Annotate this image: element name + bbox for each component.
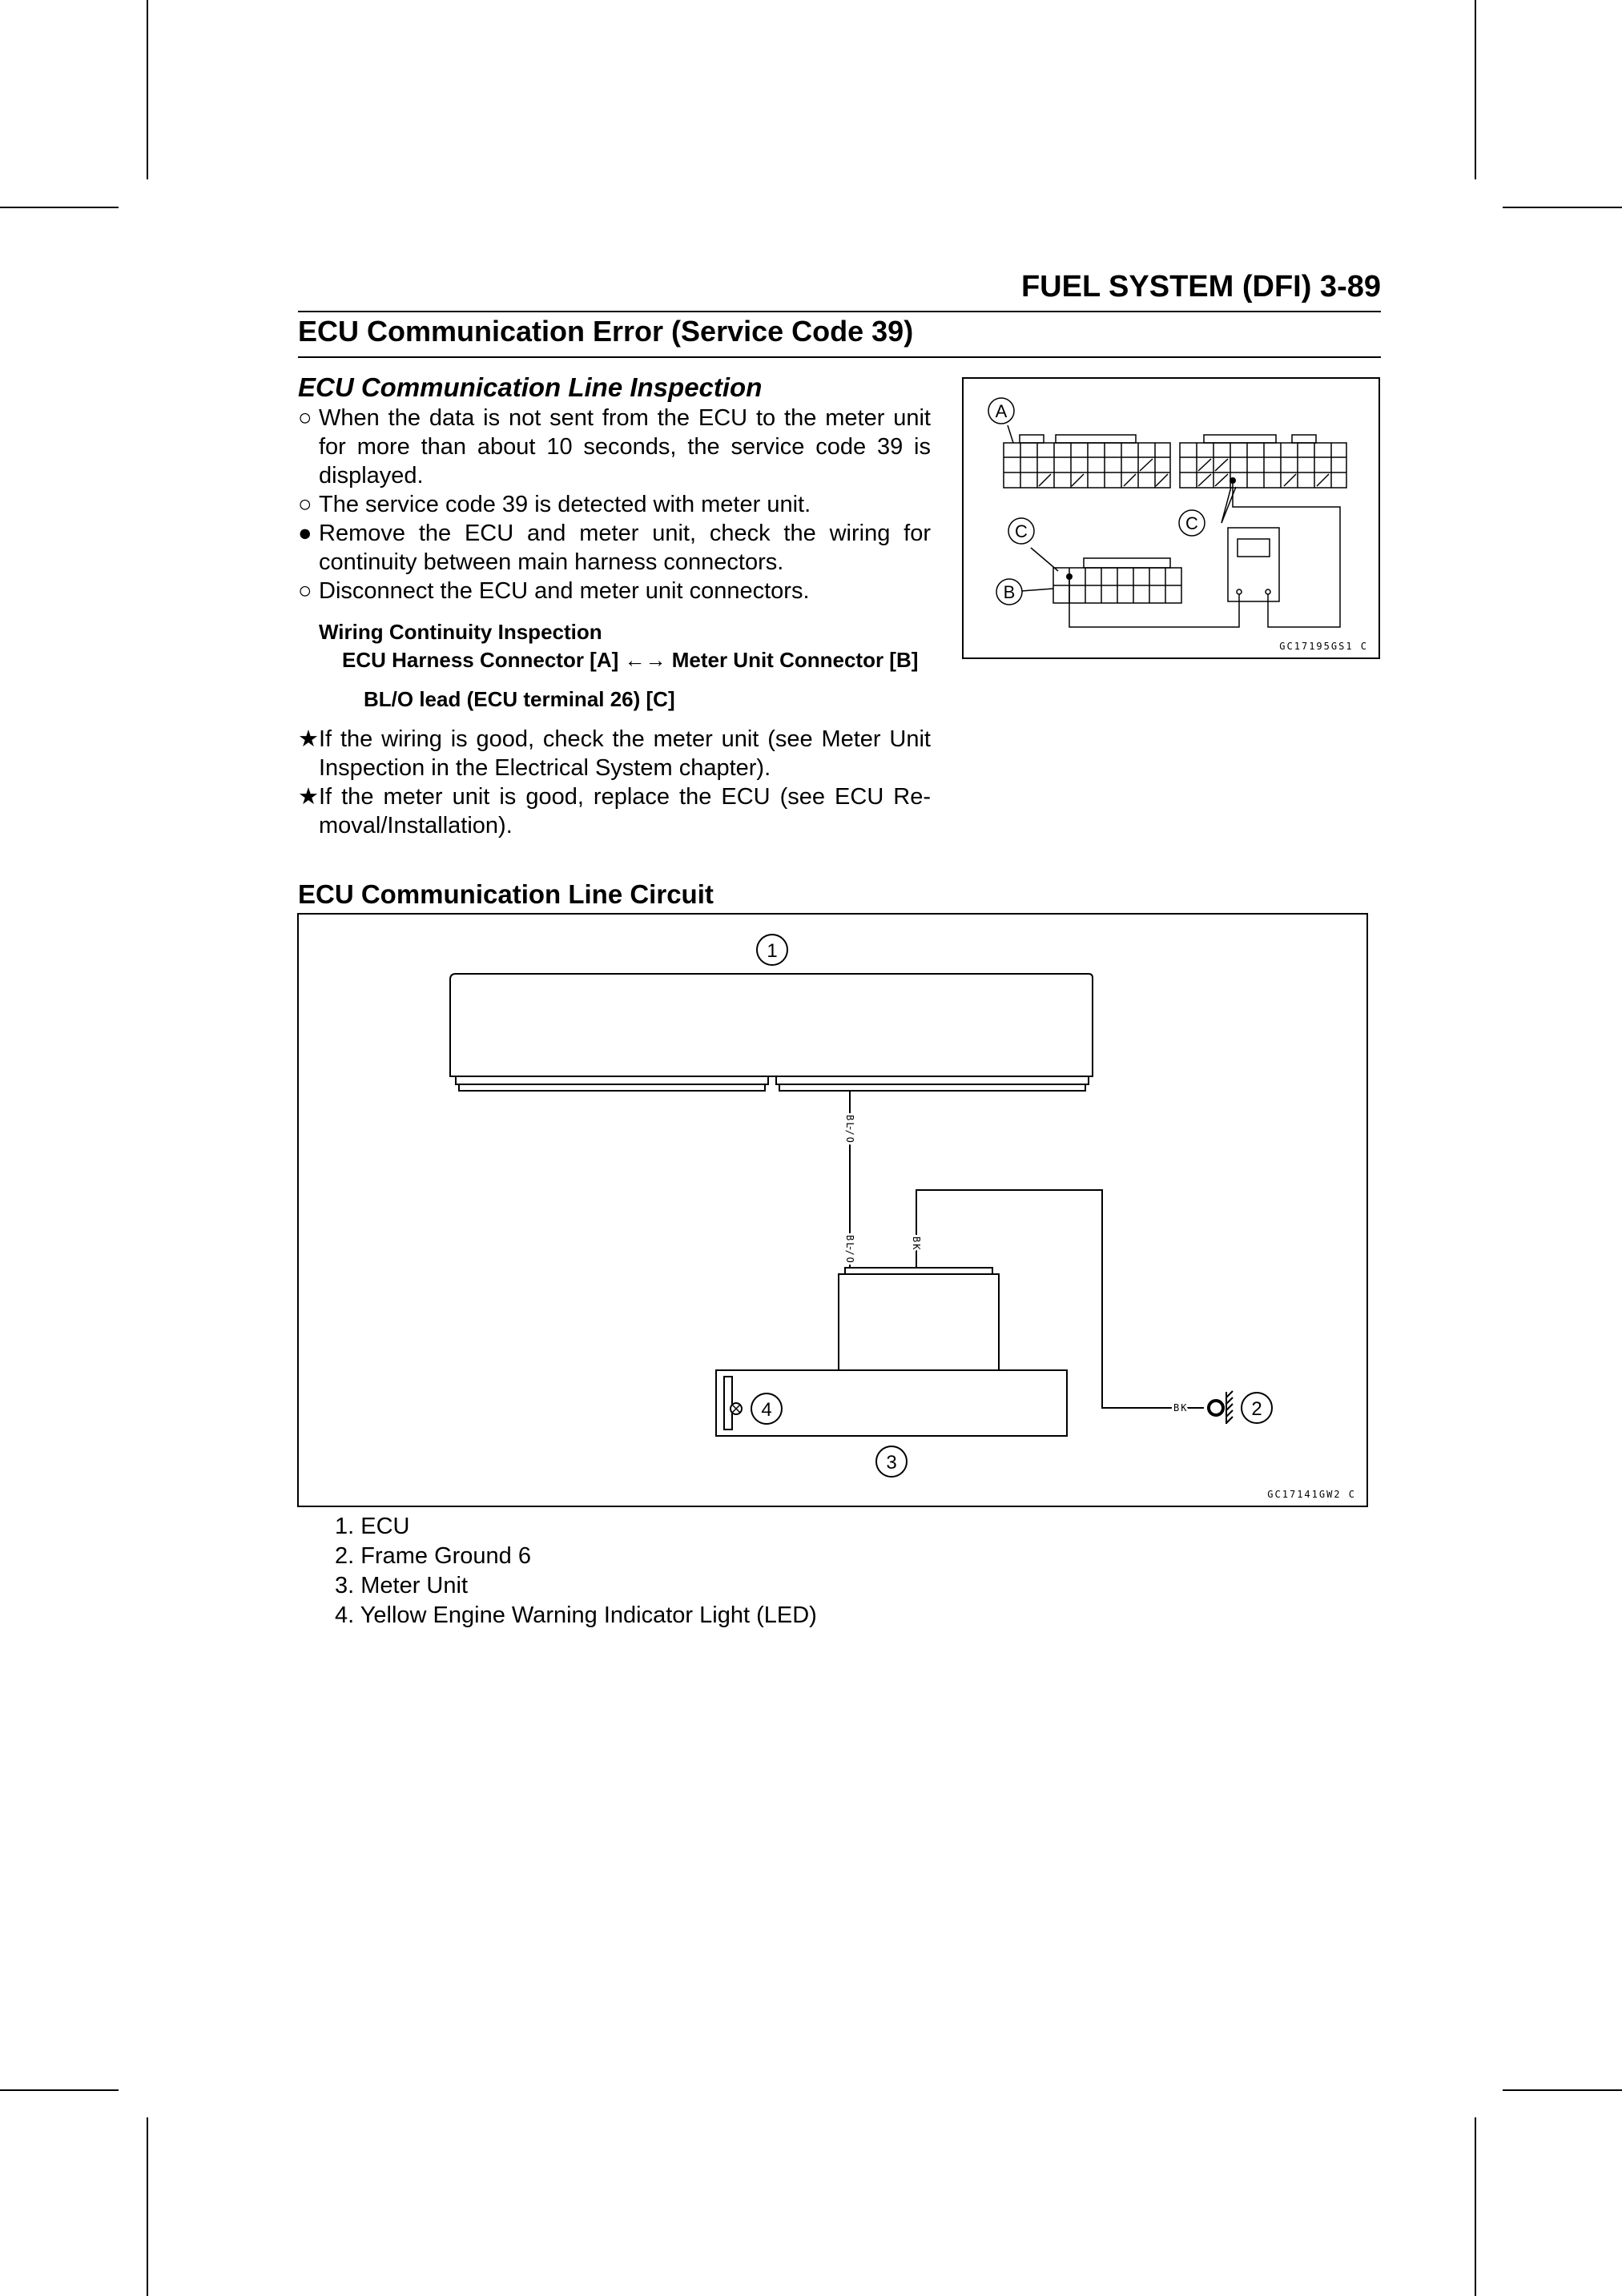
star-bullet-icon: ★ [298,784,319,810]
inspection-body [298,404,931,840]
callout-c-left [1008,518,1034,544]
section-title: ECU Communication Error (Service Code 39) [298,315,914,348]
crop-mark [1475,0,1476,179]
callout-4 [751,1393,782,1424]
list-item: ○ Disconnect the ECU and meter unit connectors. [298,578,810,604]
section-rule [298,356,1381,358]
dot-bullet-icon: ● [298,521,312,546]
svg-text:C: C [1185,513,1198,533]
header-rule [298,311,1381,312]
list-item: ★ If the wiring is good, check the meter unit (see Meter Unit Inspection in the Electrical System chapter). [298,726,931,781]
wiring-continuity-block [298,618,931,714]
callout-a [988,398,1014,424]
circuit-title: ECU Communication Line Circuit [298,879,714,909]
wire-label-bk: BK [911,1236,922,1252]
wire-label-blo: BL/O [844,1115,855,1144]
frame-ground-icon [1209,1391,1233,1424]
ecu-connector-right [1180,435,1346,488]
legend-item: 2. Frame Ground 6 [335,1543,531,1569]
crop-mark [1503,207,1622,208]
svg-text:A: A [995,401,1008,421]
list-item: ● Remove the ECU and meter unit, check the wiring for continuity between main harness connectors. [298,521,931,575]
circle-bullet-icon: ○ [298,492,312,517]
list-item: ○ The service code 39 is detected with meter unit. [298,492,811,517]
circuit-diagram [299,915,1366,1506]
svg-text:B: B [1003,582,1016,602]
inspection-title: ECU Communication Line Inspection [298,372,763,402]
figure-code: GC17195GS1 C [1279,641,1368,652]
legend-item: 3. Meter Unit [335,1573,468,1598]
circuit-figure [297,913,1368,1507]
svg-text:3: 3 [886,1452,897,1474]
crop-mark [0,2089,119,2091]
callout-3 [876,1446,907,1477]
probe-point [1066,573,1073,580]
ecu-box [450,974,1093,1091]
crop-mark [147,0,148,179]
connector-figure [962,377,1380,659]
legend-item: 4. Yellow Engine Warning Indicator Light (LED) [335,1602,817,1628]
test-leads [1069,484,1340,627]
list-item: ★ If the meter unit is good, replace the ECU (see ECU Re-moval/Installation). [298,784,931,838]
list-item: ○ When the data is not sent from the ECU to the meter unit for more than about 10 seconds, the service code 39 is displayed. [298,405,931,489]
led-icon [731,1403,742,1414]
circuit-legend [335,1512,817,1631]
wire-label-bk: BK [1173,1402,1189,1413]
callout-2 [1242,1393,1272,1423]
circle-bullet-icon: ○ [298,578,312,604]
svg-text:1: 1 [767,940,778,962]
wire-label-blo: BL/O [844,1235,855,1265]
svg-text:C: C [1015,521,1028,541]
crop-mark [1475,2117,1476,2296]
callout-b [996,579,1022,605]
meter-connector [1053,558,1181,603]
page-header: FUEL SYSTEM (DFI) 3-89 [1020,270,1381,304]
callout-c-right [1179,510,1205,536]
wiring-heading: Wiring Continuity Inspection [319,620,602,644]
svg-text:4: 4 [761,1399,772,1421]
wiring-lead: BL/O lead (ECU terminal 26) [C] [364,687,675,711]
crop-mark [1503,2089,1622,2091]
circle-bullet-icon: ○ [298,405,312,431]
callout-1 [757,935,787,965]
svg-text:2: 2 [1251,1398,1262,1420]
crop-mark [147,2117,148,2296]
legend-item: 1. ECU [335,1514,410,1539]
probe-point [1230,477,1236,484]
figure-code: GC17141GW2 C [1267,1489,1356,1500]
crop-mark [0,207,119,208]
star-list [298,725,931,840]
connector-diagram [964,379,1378,657]
tester-icon [1228,528,1279,601]
star-bullet-icon: ★ [298,726,319,752]
ecu-connector-left [1004,435,1170,488]
wiring-connectors: ECU Harness Connector [A] ←→ Meter Unit Connector [B] [342,648,919,672]
